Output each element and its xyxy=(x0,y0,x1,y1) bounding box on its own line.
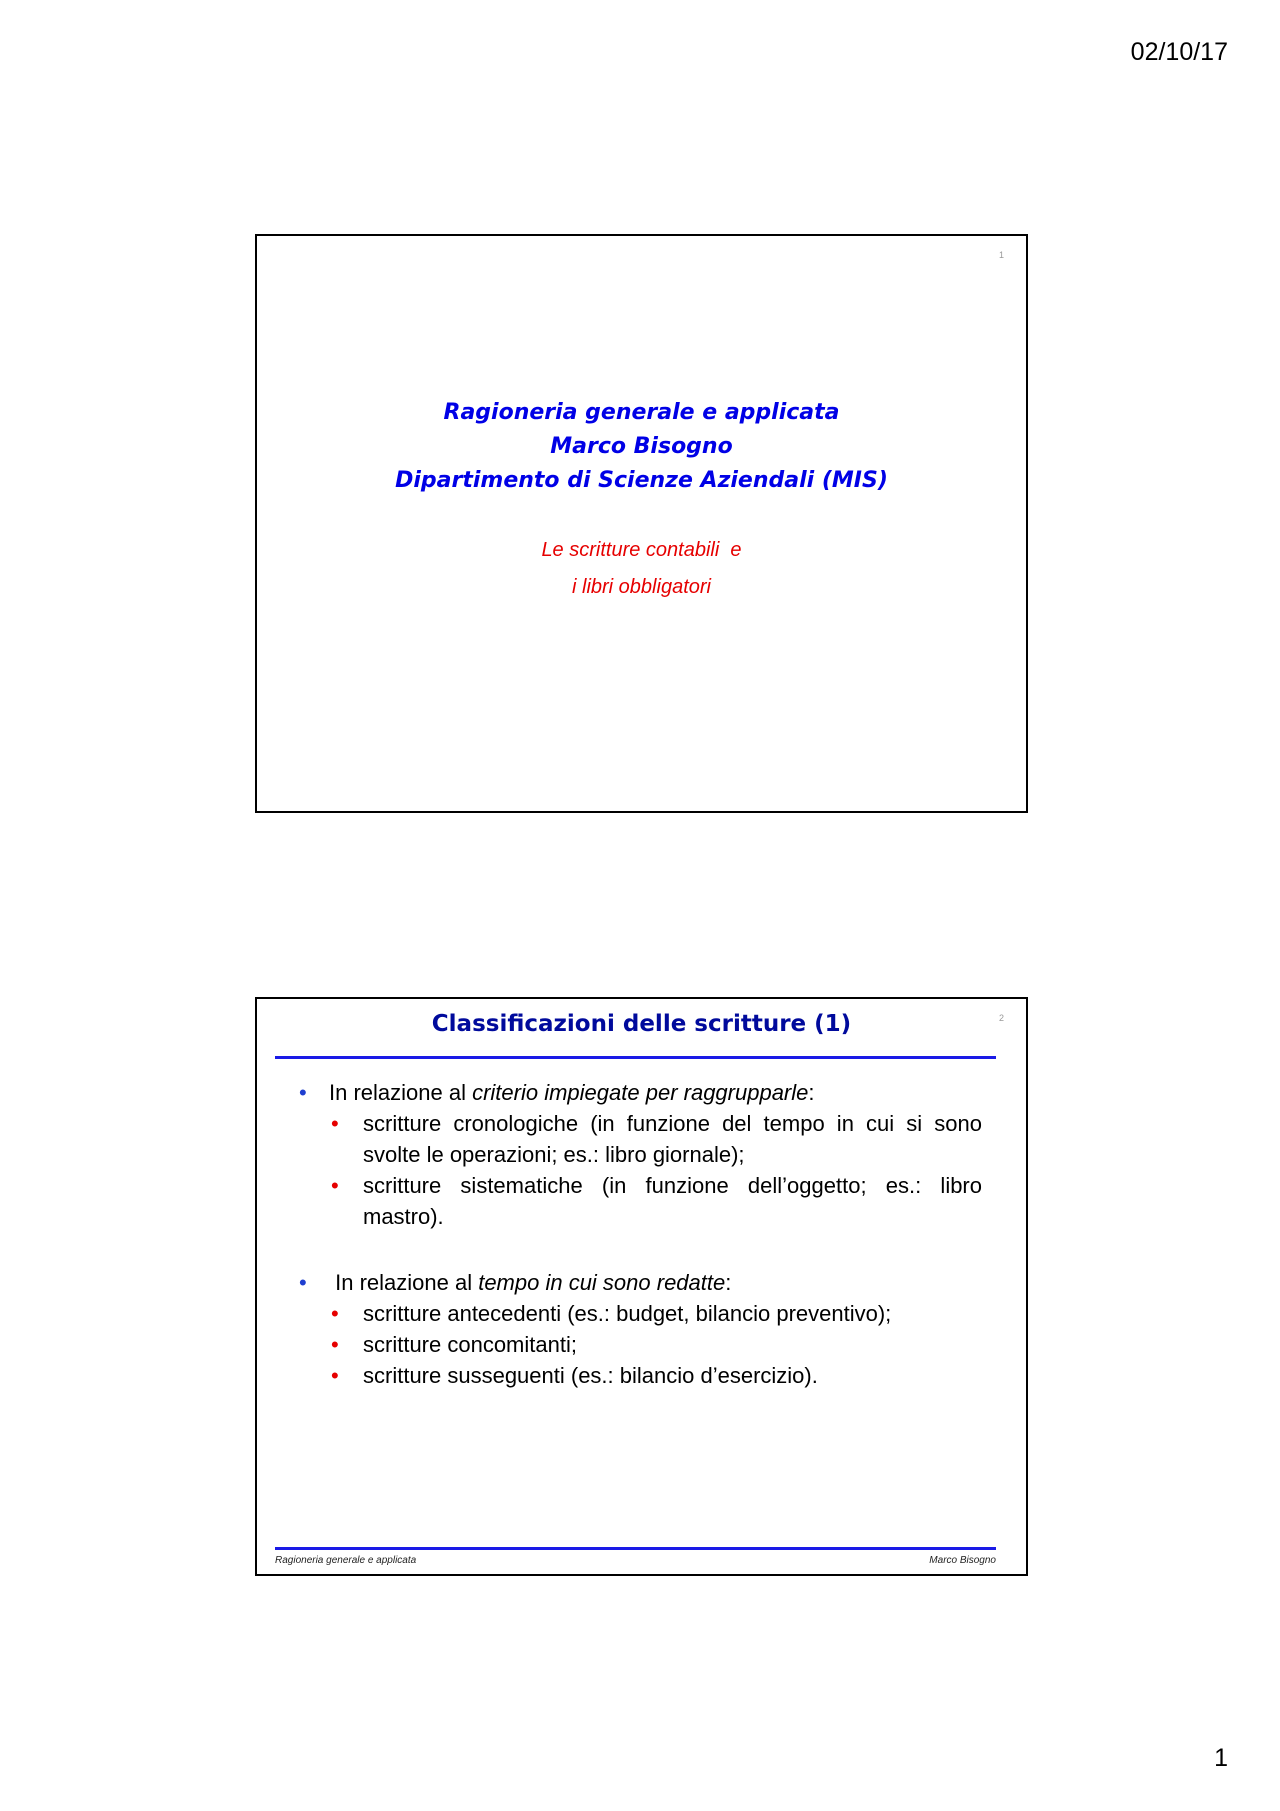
bullet-icon: • xyxy=(299,1270,307,1295)
footer-divider xyxy=(275,1547,996,1550)
sub-bullet-icon: • xyxy=(331,1301,339,1326)
title-block xyxy=(257,396,1026,498)
sub-bullet-icon: • xyxy=(331,1173,339,1198)
slide-2 xyxy=(255,997,1028,1576)
slide-1 xyxy=(255,234,1028,813)
author-name: Marco Bisogno xyxy=(550,434,733,459)
subtitle-line-1: Le scritture contabili e xyxy=(541,539,742,561)
department-name: Dipartimento di Scienze Aziendali (MIS) xyxy=(395,468,888,493)
sub-bullet-item xyxy=(331,1298,982,1329)
footer-author: Marco Bisogno xyxy=(929,1555,996,1566)
sub-bullet-text: scritture antecedenti (es.: budget, bilancio preventivo); xyxy=(363,1301,892,1326)
slide-number: 2 xyxy=(998,1013,1004,1023)
bullet-text: In relazione al criterio impiegate per raggrupparle: xyxy=(329,1080,815,1105)
bullet-list xyxy=(299,1077,982,1391)
page-date: 02/10/17 xyxy=(1130,38,1228,66)
sub-bullet-text: scritture susseguenti (es.: bilancio d’esercizio). xyxy=(363,1363,818,1388)
course-title: Ragioneria generale e applicata xyxy=(443,400,840,425)
title-divider xyxy=(275,1056,996,1059)
sub-bullet-item xyxy=(331,1170,982,1232)
bullet-item xyxy=(299,1077,982,1108)
subtitle-line-2: i libri obbligatori xyxy=(572,576,711,598)
subtitle-block xyxy=(257,532,1026,606)
sub-bullet-text: scritture cronologiche (in funzione del tempo in cui si sono svolte le operazioni; es.: libro giornale); xyxy=(363,1111,982,1167)
sub-bullet-item xyxy=(331,1329,982,1360)
sub-bullet-text: scritture concomitanti; xyxy=(363,1332,577,1357)
bullet-item xyxy=(299,1267,982,1298)
sub-bullet-item xyxy=(331,1360,982,1391)
sub-bullet-item xyxy=(331,1108,982,1170)
slide-title: Classificazioni delle scritture (1) xyxy=(431,1011,852,1037)
sub-bullet-icon: • xyxy=(331,1332,339,1357)
footer-course: Ragioneria generale e applicata xyxy=(275,1555,417,1566)
sub-bullet-icon: • xyxy=(331,1111,339,1136)
slide-number: 1 xyxy=(998,250,1004,260)
bullet-icon: • xyxy=(299,1080,307,1105)
sub-bullet-icon: • xyxy=(331,1363,339,1388)
page-number: 1 xyxy=(1214,1744,1228,1772)
bullet-text: In relazione al tempo in cui sono redatte: xyxy=(329,1270,732,1295)
sub-bullet-text: scritture sistematiche (in funzione dell’oggetto; es.: libro mastro). xyxy=(363,1173,982,1229)
